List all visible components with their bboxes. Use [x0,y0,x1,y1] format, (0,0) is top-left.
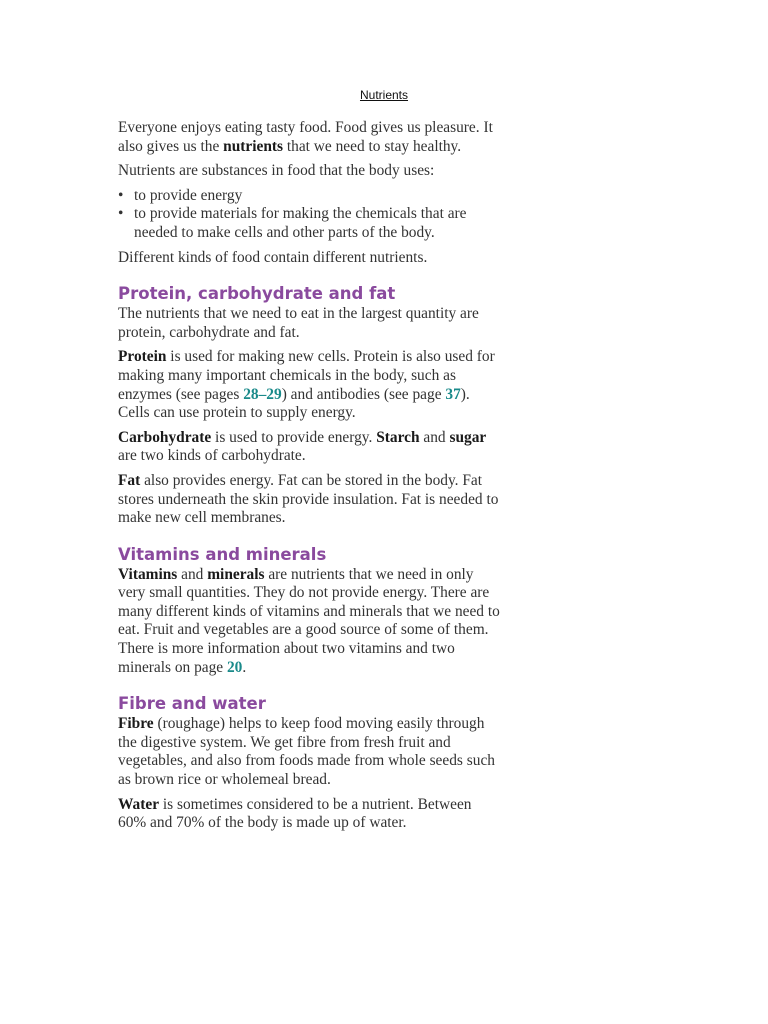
nutrient-uses-list [118,187,503,243]
page-link-28-29[interactable]: 28–29 [243,385,282,403]
keyword-nutrients: nutrients [223,137,284,155]
intro-paragraph-3: Different kinds of food contain different nutrients. [118,248,428,266]
paragraph-carbohydrate [118,429,503,466]
paragraph-vitamins [118,566,503,678]
keyword-vitamins: Vitamins [118,565,178,583]
list-item: • to provide energy [118,187,503,206]
section-protein-carbohydrate-fat [118,283,503,528]
section-heading: Vitamins and minerals [118,544,327,564]
text-run: (roughage) helps to keep food moving easily through the digestive system. We get fibre from fresh fruit and vegetables, and also from foods made from whole seeds such as brown rice or wholemeal bread. [118,715,495,789]
text-run: is used for making new cells. Protein is also used for making many important chemicals in the body, such as enzymes (see pages [118,348,495,403]
keyword-starch: Starch [376,428,420,446]
paragraph-fat [118,472,503,528]
text-run: are nutrients that we need in only very small quantities. They do not provide energy. There are many different kinds of vitamins and minerals that we need to eat. Fruit and vegetables are a good source of some of them. There is more information about two vitamins and two minerals on page [118,565,500,676]
text-run: is used to provide energy. [211,428,377,446]
text-run: and [419,428,450,446]
keyword-carbohydrate: Carbohydrate [118,428,212,446]
text-run: also provides energy. Fat can be stored in the body. Fat stores underneath the skin provide insulation. Fat is needed to make new cell membranes. [118,471,499,527]
text-run: Everyone enjoys eating tasty food. Food gives us pleasure. It also gives us the [118,119,493,155]
text-run: are two kinds of carbohydrate. [118,447,306,465]
keyword-protein: Protein [118,348,167,366]
text-run: that we need to stay healthy. [283,137,462,155]
section-fibre-water [118,693,503,833]
section-vitamins-minerals [118,544,503,678]
section-heading: Fibre and water [118,694,266,714]
section-heading: Protein, carbohydrate and fat [118,284,396,304]
text-run: and [177,565,208,583]
text-run: is sometimes considered to be a nutrient. Between 60% and 70% of the body is made up of water. [118,795,472,832]
keyword-fibre: Fibre [118,715,154,733]
keyword-minerals: minerals [207,565,265,583]
text-run: ). Cells can use protein to supply energy. [118,385,470,422]
intro-paragraph-1 [118,119,503,156]
page-link-20[interactable]: 20 [226,658,243,676]
page-link-37[interactable]: 37 [445,385,461,403]
document-body [118,119,503,839]
keyword-fat: Fat [118,471,141,489]
list-item: • to provide materials for making the chemicals that are needed to make cells and other parts of the body. [118,205,503,242]
paragraph: The nutrients that we need to eat in the largest quantity are protein, carbohydrate and fat. [118,305,479,341]
text-run: ) and antibodies (see page [281,385,446,403]
paragraph-fibre [118,715,503,789]
intro-paragraph-2: Nutrients are substances in food that the body uses: [118,162,435,180]
text-run: . [242,658,247,676]
keyword-sugar: sugar [449,428,487,446]
page-title: Nutrients [359,88,409,102]
keyword-water: Water [118,795,160,813]
paragraph-protein [118,348,503,422]
paragraph-water [118,796,503,833]
